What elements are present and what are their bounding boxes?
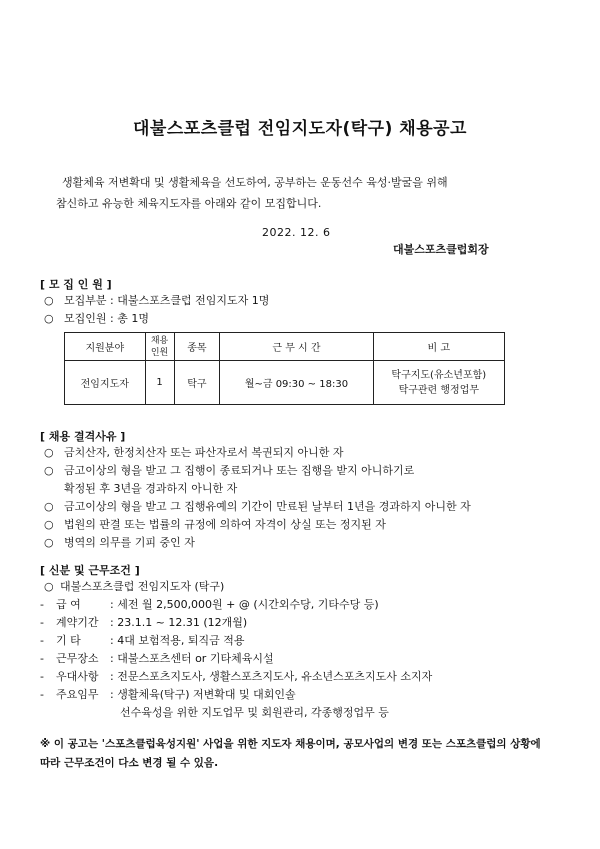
header-hours: 근 무 시 간 (220, 333, 373, 361)
list-item: - 근무장소 : 대불스포츠센터 or 기타체육시설 (40, 652, 274, 665)
list-item: ○ 모집부분 : 대불스포츠클럽 전임지도자 1명 (44, 292, 269, 310)
list-item: ○ 병역의 의무를 기피 중인 자 (44, 534, 471, 552)
list-item: - 주요임무 : 생활체육(탁구) 저변확대 및 대회인솔 (40, 688, 296, 701)
recruit-heading: [ 모 집 인 원 ] (40, 278, 112, 291)
disqualify-list (44, 444, 471, 552)
list-item: - 기 타 : 4대 보험적용, 퇴직금 적용 (40, 634, 245, 647)
circle-bullet-icon: ○ (44, 312, 54, 325)
intro-paragraph (56, 172, 556, 214)
list-item: - 급 여 : 세전 월 2,500,000원 + @ (시간외수당, 기타수당 등) (40, 598, 379, 611)
intro-line-1: 생활체육 저변확대 및 생활체육을 선도하여, 공부하는 운동선수 육성·발굴을 위해 (62, 176, 448, 189)
page-title: 대불스포츠클럽 전임지도자(탁구) 채용공고 (133, 119, 467, 139)
notice-text: ※ 이 공고는 '스포츠클럽육성지원' 사업을 위한 지도자 채용이며, 공모사업의 변경 또는 스포츠클럽의 상황에 따라 근무조건이 다소 변경 될 수 있음. (40, 738, 541, 769)
cell-note: 탁구지도(유소년포함) 탁구관련 행정업무 (373, 361, 504, 405)
cell-field: 전임지도자 (65, 361, 146, 405)
conditions-heading: [ 신분 및 근무조건 ] (40, 564, 140, 577)
list-item: ○ 대불스포츠클럽 전임지도자 (탁구) (40, 578, 432, 596)
header-count: 채용 인원 (145, 333, 174, 361)
circle-bullet-icon: ○ (44, 580, 54, 593)
circle-bullet-icon: ○ (44, 518, 54, 531)
circle-bullet-icon: ○ (44, 294, 54, 307)
table-header-row (65, 333, 505, 361)
intro-line-2: 참신하고 유능한 체육지도자를 아래와 같이 모집합니다. (56, 197, 322, 210)
cell-hours: 월~금 09:30 ~ 18:30 (220, 361, 373, 405)
list-item: - 계약기간 : 23.1.1 ~ 12.31 (12개월) (40, 616, 248, 629)
list-item: ○ 모집인원 : 총 1명 (44, 310, 269, 328)
list-item: ○ 금고이상의 형을 받고 그 집행유예의 기간이 만료된 날부터 1년을 경과하지 아니한 자 (44, 498, 471, 516)
list-item-continuation: 확정된 후 3년을 경과하지 아니한 자 (64, 482, 238, 495)
circle-bullet-icon: ○ (44, 500, 54, 513)
header-event: 종목 (174, 333, 220, 361)
issuer-name: 대불스포츠클럽회장 (393, 243, 489, 256)
disqualify-heading: [ 채용 결격사유 ] (40, 430, 126, 443)
cell-event: 탁구 (174, 361, 220, 405)
header-field: 지원분야 (65, 333, 146, 361)
header-note: 비 고 (373, 333, 504, 361)
table-row (65, 361, 505, 405)
circle-bullet-icon: ○ (44, 464, 54, 477)
list-item: - 우대사항 : 전문스포츠지도사, 생활스포츠지도사, 유소년스포츠지도사 소지자 (40, 670, 433, 683)
conditions-list (40, 578, 432, 722)
cell-count: 1 (145, 361, 174, 405)
list-item-continuation: 선수육성을 위한 지도업무 및 회원관리, 각종행정업무 등 (120, 706, 389, 719)
recruit-table (64, 332, 505, 405)
circle-bullet-icon: ○ (44, 536, 54, 549)
circle-bullet-icon: ○ (44, 446, 54, 459)
list-item: ○ 법원의 판결 또는 법률의 규정에 의하여 자격이 상실 또는 정지된 자 (44, 516, 471, 534)
list-item: ○ 금치산자, 한정치산자 또는 파산자로서 복권되지 아니한 자 (44, 444, 471, 462)
recruit-list (44, 292, 269, 328)
list-item: ○ 금고이상의 형을 받고 그 집행이 종료되거나 또는 집행을 받지 아니하기로 (44, 462, 471, 480)
announcement-date: 2022. 12. 6 (262, 226, 331, 239)
